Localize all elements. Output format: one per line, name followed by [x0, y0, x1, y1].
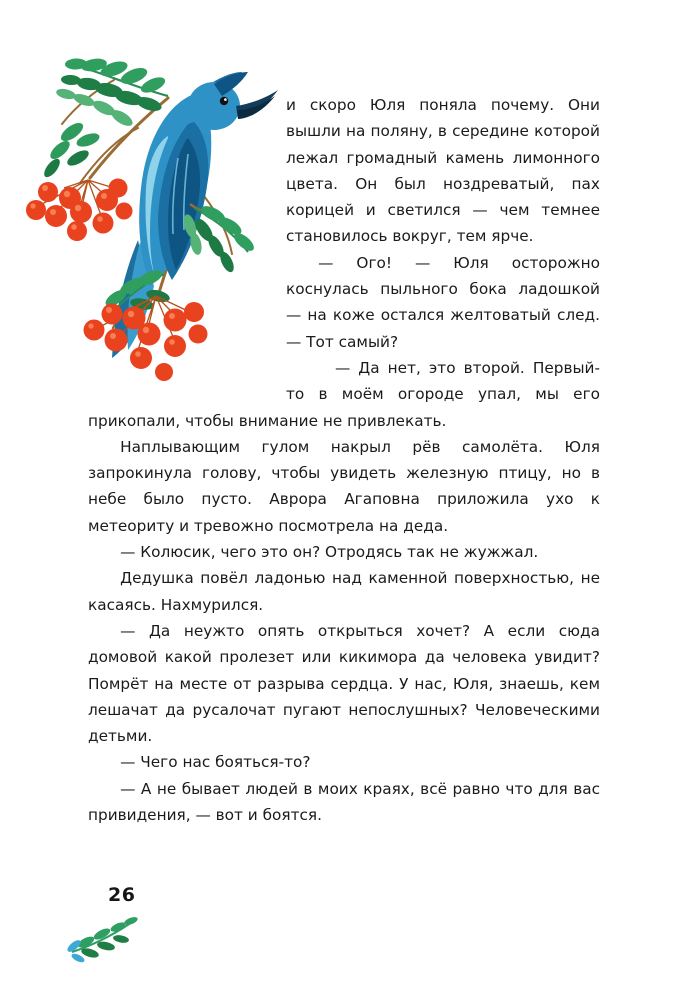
paragraph-6: Дедушка повёл ладонью над каменной поверхностью, не касаясь. Нахмурился. — [88, 569, 600, 614]
paragraph-1: и скоро Юля поняла почему. Они вышли на поляну, в середине которой лежал громадный камень лимонного цвета. Он был ноздреватый, пах корицей и светился — чем темнее становилось вокруг, тем ярче. — [286, 96, 600, 246]
leaf-sprig-ornament-icon — [60, 908, 150, 964]
paragraph-2: — Ого! — Юля осторожно коснулась пыльного бока ладошкой — на коже остался желтоватый след. — Тот самый? — [286, 253, 600, 351]
paragraph-7: — Да неужто опять открыться хочет? А если сюда домовой какой пролезет или кикимора да человека увидит? Помрёт на месте от разрыва сердца. У нас, Юля, знаешь, кем лешачат да русалочат пугают непослушных? Человеческими детьми. — [88, 621, 600, 746]
paragraph-8: — Чего нас бояться-то? — [120, 753, 311, 772]
paragraph-9: — А не бывает людей в моих краях, всё равно что для вас привидения, — вот и боятся. — [88, 779, 600, 825]
page-text — [88, 92, 600, 828]
illustration-wrap-spacer — [88, 92, 286, 392]
paragraph-3: — Да нет, это второй. Первый-то в моём огороде упал, мы его прикопали, чтобы внимание не привлекать. — [88, 358, 600, 430]
paragraph-5: — Колюсик, чего это он? Отродясь так не жужжал. — [120, 543, 539, 562]
paragraph-4: Наплывающим гулом накрыл рёв самолёта. Юля запрокинула голову, чтобы увидеть железную птицу, но в небе было пусто. Аврора Агаповна приложила ухо к метеориту и тревожно посмотрела на деда. — [88, 437, 600, 535]
page-number: 26 — [108, 884, 136, 906]
